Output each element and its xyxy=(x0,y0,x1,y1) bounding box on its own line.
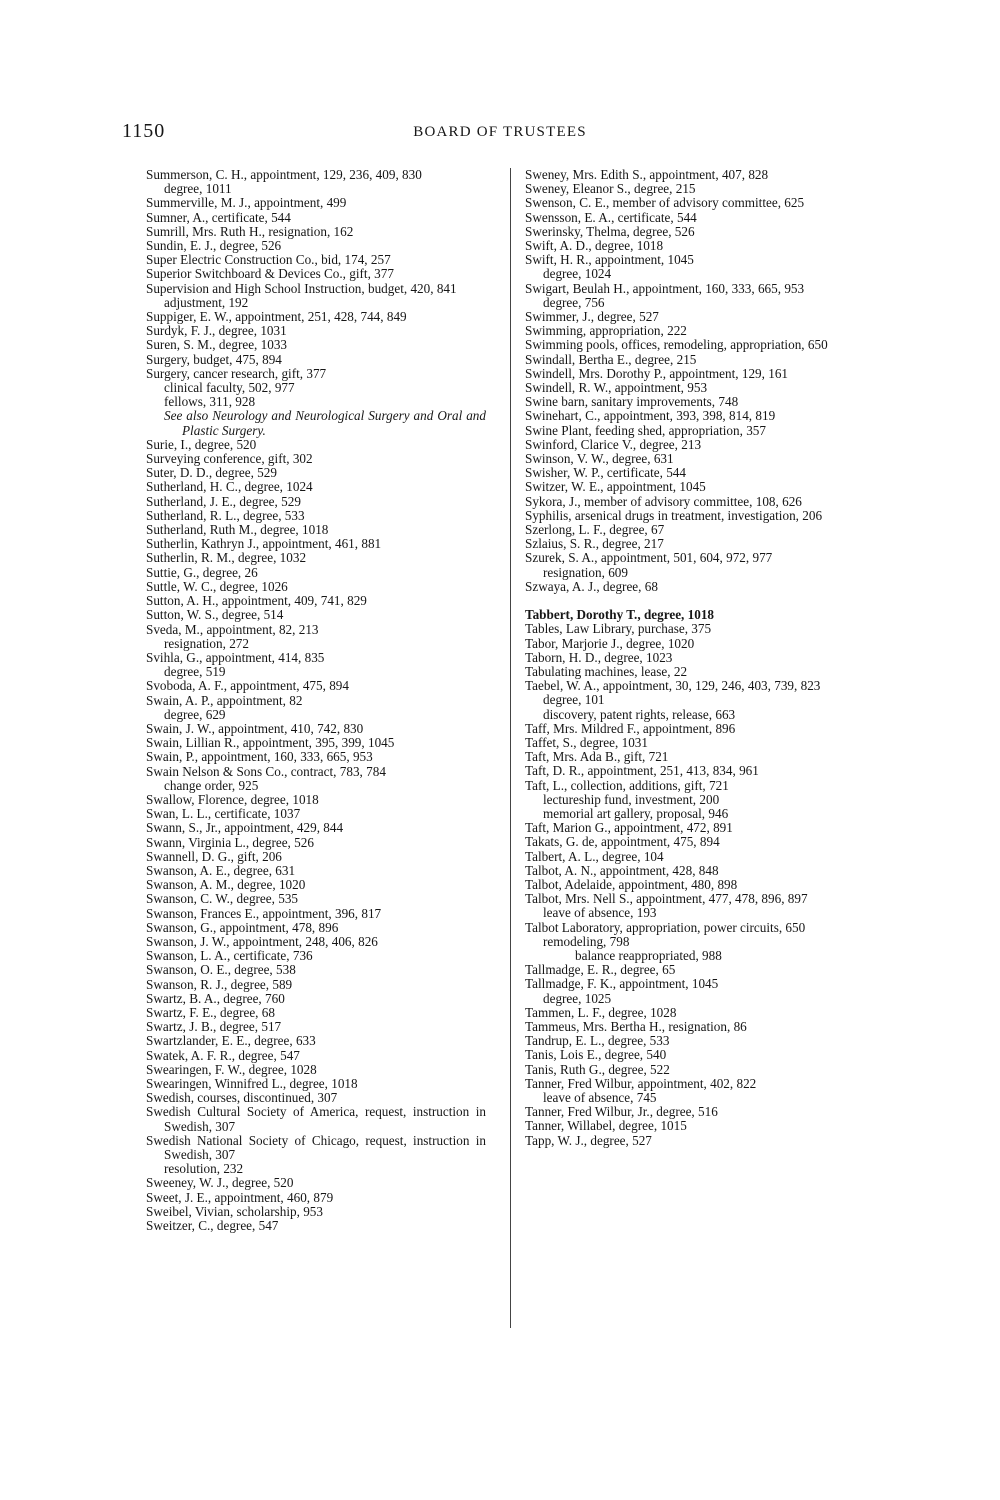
index-subentry: fellows, 311, 928 xyxy=(164,394,256,410)
index-subentry: degree, 629 xyxy=(164,706,226,722)
index-entry: Swartzlander, E. E., degree, 633 xyxy=(146,1033,316,1049)
index-entry: Sweney, Mrs. Edith S., appointment, 407, 828 xyxy=(525,167,769,182)
index-entry: Swedish Cultural Society of America, request, instruction in Swedish, 307 xyxy=(146,1104,486,1134)
page-number: 1150 xyxy=(122,120,166,142)
index-entry: Swearingen, F. W., degree, 1028 xyxy=(146,1061,317,1077)
index-entry: Talbot, Adelaide, appointment, 480, 898 xyxy=(525,876,738,892)
index-entry: Super Electric Construction Co., bid, 174, 257 xyxy=(146,252,391,268)
index-entry: Swain, P., appointment, 160, 333, 665, 953 xyxy=(146,749,373,765)
index-entry: Swannell, D. G., gift, 206 xyxy=(146,848,282,864)
index-entry: Swain, Lillian R., appointment, 395, 399, 1045 xyxy=(146,735,395,751)
index-entry: Supervision and High School Instruction, budget, 420, 841 xyxy=(146,280,457,296)
index-entry: Swine Plant, feeding shed, appropriation, 357 xyxy=(525,422,766,438)
index-subentry: discovery, patent rights, release, 663 xyxy=(543,706,736,722)
index-entry: Talbot, Mrs. Nell S., appointment, 477, 478, 896, 897 xyxy=(525,891,808,907)
index-entry: Swinehart, C., appointment, 393, 398, 814, 819 xyxy=(525,408,776,424)
index-entry: Svoboda, A. F., appointment, 475, 894 xyxy=(146,678,349,694)
index-entry: Swedish National Society of Chicago, request, instruction in Swedish, 307 xyxy=(146,1132,486,1163)
index-entry: Sutherlin, R. M., degree, 1032 xyxy=(146,550,307,566)
index-entry: Swanson, Frances E., appointment, 396, 817 xyxy=(146,905,382,921)
index-entry: Tanis, Ruth G., degree, 522 xyxy=(525,1061,670,1077)
index-entry: Sutton, W. S., degree, 514 xyxy=(146,607,284,623)
index-entry: Svihla, G., appointment, 414, 835 xyxy=(146,649,325,665)
index-entry: Swigart, Beulah H., appointment, 160, 333, 665, 953 xyxy=(525,280,805,296)
index-entry: Tammeus, Mrs. Bertha H., resignation, 86 xyxy=(525,1018,747,1034)
index-entry: Suttle, W. C., degree, 1026 xyxy=(146,578,288,594)
index-entry: Swanson, A. M., degree, 1020 xyxy=(146,877,306,893)
index-entry: Sumner, A., certificate, 544 xyxy=(146,209,291,225)
index-entry: Taft, D. R., appointment, 251, 413, 834, 961 xyxy=(525,763,759,779)
index-entry: Talbot Laboratory, appropriation, power circuits, 650 xyxy=(525,919,806,935)
index-entry: Swanson, J. W., appointment, 248, 406, 826 xyxy=(146,933,378,949)
index-entry: Szlaius, S. R., degree, 217 xyxy=(525,536,664,552)
index-entry: Summerville, M. J., appointment, 499 xyxy=(146,195,347,211)
index-entry: Swindall, Bertha E., degree, 215 xyxy=(525,351,697,367)
index-subentry: resolution, 232 xyxy=(164,1161,244,1177)
index-entry: Tandrup, E. L., degree, 533 xyxy=(525,1033,670,1049)
index-entry: Swerinsky, Thelma, degree, 526 xyxy=(525,223,695,239)
index-subentry: degree, 1025 xyxy=(543,990,612,1006)
index-entry: Sykora, J., member of advisory committee, 108, 626 xyxy=(525,493,802,509)
index-entry: Swallow, Florence, degree, 1018 xyxy=(146,791,319,807)
index-entry: Swisher, W. P., certificate, 544 xyxy=(525,465,686,481)
index-entry: Sutton, A. H., appointment, 409, 741, 829 xyxy=(146,593,367,609)
index-subentry: adjustment, 192 xyxy=(164,294,249,310)
index-entry: Swanson, G., appointment, 478, 896 xyxy=(146,919,339,935)
index-subentry: leave of absence, 745 xyxy=(543,1090,657,1105)
index-entry: Suttie, G., degree, 26 xyxy=(146,564,258,580)
index-entry: Sweney, Eleanor S., degree, 215 xyxy=(525,181,696,197)
index-entry: Szwaya, A. J., degree, 68 xyxy=(525,578,658,594)
index-entry: Tanner, Fred Wilbur, Jr., degree, 516 xyxy=(525,1104,718,1120)
index-entry: Taffet, S., degree, 1031 xyxy=(525,734,648,750)
index-entry: Suter, D. D., degree, 529 xyxy=(146,465,277,481)
index-entry: Swain, J. W., appointment, 410, 742, 830 xyxy=(146,720,364,736)
index-subentry: remodeling, 798 xyxy=(543,933,630,949)
index-entry: Talbert, A. L., degree, 104 xyxy=(525,848,664,864)
index-entry: Swedish, courses, discontinued, 307 xyxy=(146,1090,338,1106)
index-entry: Summerson, C. H., appointment, 129, 236, 409, 830 xyxy=(146,167,422,182)
running-head: BOARD OF TRUSTEES xyxy=(413,124,587,140)
index-entry: Surie, I., degree, 520 xyxy=(146,436,257,452)
index-entry: Tallmadge, F. K., appointment, 1045 xyxy=(525,976,719,992)
index-entry: Switzer, W. E., appointment, 1045 xyxy=(525,479,706,495)
index-entry: Swann, S., Jr., appointment, 429, 844 xyxy=(146,820,344,836)
index-entry: Tables, Law Library, purchase, 375 xyxy=(525,621,712,637)
index-entry: Sweitzer, C., degree, 547 xyxy=(146,1218,279,1234)
index-entry: Surgery, budget, 475, 894 xyxy=(146,351,282,367)
index-entry: Swann, Virginia L., degree, 526 xyxy=(146,834,314,850)
index-entry: Swain, A. P., appointment, 82 xyxy=(146,692,303,708)
index-entry: Tanis, Lois E., degree, 540 xyxy=(525,1047,667,1063)
index-entry: Talbot, A. N., appointment, 428, 848 xyxy=(525,862,719,878)
index-subentry: degree, 756 xyxy=(543,294,605,310)
index-entry: Swinford, Clarice V., degree, 213 xyxy=(525,436,702,452)
index-entry: Swift, A. D., degree, 1018 xyxy=(525,238,664,254)
index-entry: Swain Nelson & Sons Co., contract, 783, 784 xyxy=(146,763,386,779)
index-subentry: degree, 1011 xyxy=(164,181,232,197)
index-entry: Swimming, appropriation, 222 xyxy=(525,323,687,339)
index-subentry: See also Neurology and Neurological Surgery and Oral and Plastic Surgery. xyxy=(164,408,486,438)
index-subentry: change order, 925 xyxy=(164,777,259,793)
index-entry: Swimming pools, offices, remodeling, appropriation, 650 xyxy=(525,337,828,353)
index-entry: Sweet, J. E., appointment, 460, 879 xyxy=(146,1189,334,1205)
index-entry: Tanner, Fred Wilbur, appointment, 402, 822 xyxy=(525,1075,757,1091)
index-entry: Taft, Marion G., appointment, 472, 891 xyxy=(525,820,733,836)
index-entry: Surdyk, F. J., degree, 1031 xyxy=(146,323,287,339)
index-entry: Szurek, S. A., appointment, 501, 604, 972, 977 xyxy=(525,550,773,566)
index-entry: Swanson, L. A., certificate, 736 xyxy=(146,948,313,964)
index-subentry: degree, 101 xyxy=(543,692,605,708)
index-entry: Sumrill, Mrs. Ruth H., resignation, 162 xyxy=(146,223,354,239)
index-entry: Tabbert, Dorothy T., degree, 1018 xyxy=(525,607,715,623)
index-entry: Sutherlin, Kathryn J., appointment, 461, 881 xyxy=(146,536,382,552)
index-entry: Swanson, O. E., degree, 538 xyxy=(146,962,296,978)
index-entry: Suppiger, E. W., appointment, 251, 428, 744, 849 xyxy=(146,309,407,325)
index-entry: Swindell, Mrs. Dorothy P., appointment, 129, 161 xyxy=(525,365,789,381)
index-subentry: leave of absence, 193 xyxy=(543,905,657,921)
index-subentry: memorial art gallery, proposal, 946 xyxy=(543,805,729,821)
index-subentry: resignation, 272 xyxy=(164,635,249,651)
left-index-column xyxy=(146,168,486,1233)
index-entry: Surveying conference, gift, 302 xyxy=(146,451,313,467)
index-entry: Taft, L., collection, additions, gift, 721 xyxy=(525,777,729,793)
index-entry: Taff, Mrs. Mildred F., appointment, 896 xyxy=(525,720,736,736)
right-index-column xyxy=(525,168,865,1148)
index-entry: Tallmadge, E. R., degree, 65 xyxy=(525,962,676,978)
index-entry: Swinson, V. W., degree, 631 xyxy=(525,451,674,467)
index-entry: Superior Switchboard & Devices Co., gift, 377 xyxy=(146,266,394,282)
index-entry: Swanson, C. W., degree, 535 xyxy=(146,891,299,907)
index-entry: Swan, L. L., certificate, 1037 xyxy=(146,806,301,822)
section-gap xyxy=(525,594,865,608)
index-entry: Sweibel, Vivian, scholarship, 953 xyxy=(146,1203,323,1219)
index-entry: Surgery, cancer research, gift, 377 xyxy=(146,365,327,381)
index-entry: Tammen, L. F., degree, 1028 xyxy=(525,1004,677,1020)
index-subentry: degree, 519 xyxy=(164,664,226,680)
index-entry: Swindell, R. W., appointment, 953 xyxy=(525,380,708,396)
index-entry: Swine barn, sanitary improvements, 748 xyxy=(525,394,739,410)
index-entry: Swartz, F. E., degree, 68 xyxy=(146,1004,275,1020)
index-entry: Taebel, W. A., appointment, 30, 129, 246, 403, 739, 823 xyxy=(525,678,821,694)
index-entry: Sweeney, W. J., degree, 520 xyxy=(146,1175,294,1191)
index-entry: Tabor, Marjorie J., degree, 1020 xyxy=(525,635,695,651)
index-entry: Sundin, E. J., degree, 526 xyxy=(146,238,282,254)
index-entry: Swanson, R. J., degree, 589 xyxy=(146,976,293,992)
index-subentry: balance reappropriated, 988 xyxy=(575,947,722,963)
index-entry: Taft, Mrs. Ada B., gift, 721 xyxy=(525,749,669,765)
index-subentry: clinical faculty, 502, 977 xyxy=(164,380,295,396)
index-entry: Swatek, A. F. R., degree, 547 xyxy=(146,1047,300,1063)
index-entry: Takats, G. de, appointment, 475, 894 xyxy=(525,834,720,850)
index-entry: Sutherland, R. L., degree, 533 xyxy=(146,507,305,523)
index-subentry: degree, 1024 xyxy=(543,266,612,282)
index-entry: Sveda, M., appointment, 82, 213 xyxy=(146,621,319,637)
index-entry: Sutherland, H. C., degree, 1024 xyxy=(146,479,313,495)
index-entry: Tanner, Willabel, degree, 1015 xyxy=(525,1118,687,1134)
index-entry: Sutherland, J. E., degree, 529 xyxy=(146,493,301,509)
index-subentry: resignation, 609 xyxy=(543,564,628,580)
index-entry: Suren, S. M., degree, 1033 xyxy=(146,337,288,353)
index-entry: Tapp, W. J., degree, 527 xyxy=(525,1132,652,1148)
index-entry: Tabulating machines, lease, 22 xyxy=(525,663,688,679)
index-entry: Swensson, E. A., certificate, 544 xyxy=(525,209,697,225)
index-entry: Taborn, H. D., degree, 1023 xyxy=(525,649,673,665)
index-entry: Swartz, B. A., degree, 760 xyxy=(146,990,285,1006)
index-entry: Szerlong, L. F., degree, 67 xyxy=(525,522,665,538)
index-entry: Swift, H. R., appointment, 1045 xyxy=(525,252,694,268)
index-entry: Syphilis, arsenical drugs in treatment, investigation, 206 xyxy=(525,507,823,523)
column-divider xyxy=(510,168,511,1328)
index-subentry: lectureship fund, investment, 200 xyxy=(543,791,720,807)
index-entry: Swartz, J. B., degree, 517 xyxy=(146,1019,282,1035)
index-entry: Swenson, C. E., member of advisory committee, 625 xyxy=(525,195,805,211)
index-entry: Swanson, A. E., degree, 631 xyxy=(146,862,296,878)
index-entry: Sutherland, Ruth M., degree, 1018 xyxy=(146,522,329,538)
index-entry: Swearingen, Winnifred L., degree, 1018 xyxy=(146,1076,358,1091)
index-entry: Swimmer, J., degree, 527 xyxy=(525,309,659,325)
